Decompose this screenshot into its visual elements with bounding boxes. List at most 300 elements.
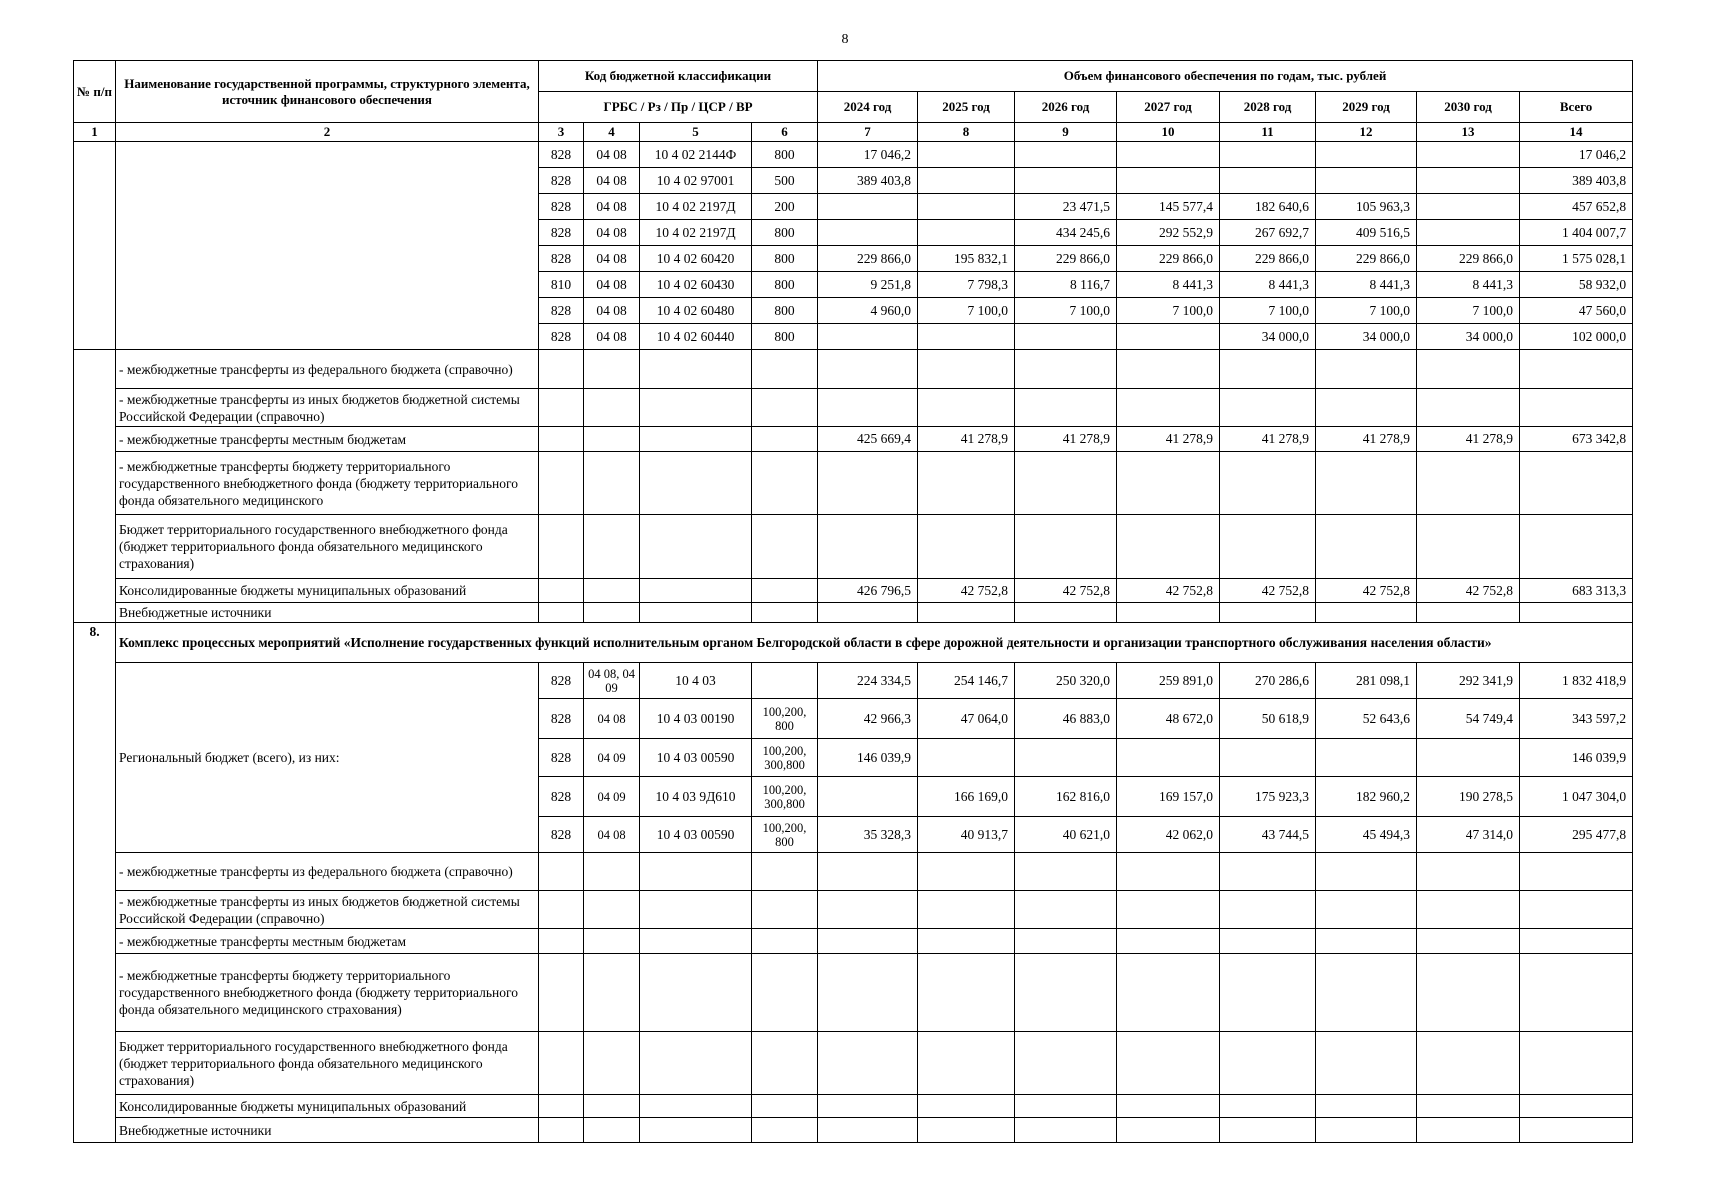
total-cell: 1 575 028,1	[1520, 246, 1633, 272]
value-cell: 42 752,8	[1117, 579, 1220, 603]
empty-cell	[584, 1118, 640, 1143]
empty-cell	[584, 853, 640, 891]
value-cell	[1117, 350, 1220, 389]
total-cell: 1 047 304,0	[1520, 777, 1633, 817]
table-body	[74, 142, 1633, 1143]
rzpr-cell: 04 09	[584, 739, 640, 777]
vr-cell: 100,200, 300,800	[752, 777, 818, 817]
empty-cell	[1117, 929, 1220, 954]
col-number: 4	[584, 123, 640, 142]
grbs-cell: 828	[539, 220, 584, 246]
header-code-sub: ГРБС / Рз / Пр / ЦСР / ВР	[539, 92, 818, 123]
value-cell: 8 441,3	[1316, 272, 1417, 298]
vr-cell: 800	[752, 220, 818, 246]
empty-cell	[584, 427, 640, 452]
value-cell	[1316, 739, 1417, 777]
empty-cell	[539, 515, 584, 579]
value-cell	[1117, 142, 1220, 168]
value-cell: 105 963,3	[1316, 194, 1417, 220]
empty-cell	[918, 853, 1015, 891]
value-cell: 224 334,5	[818, 663, 918, 699]
value-cell: 17 046,2	[818, 142, 918, 168]
value-cell: 42 752,8	[1417, 579, 1520, 603]
empty-cell	[539, 1095, 584, 1118]
value-cell	[1316, 389, 1417, 427]
value-cell	[1117, 324, 1220, 350]
value-cell: 425 669,4	[818, 427, 918, 452]
value-cell: 34 000,0	[1316, 324, 1417, 350]
empty-cell	[539, 603, 584, 623]
value-cell	[818, 777, 918, 817]
vr-cell: 800	[752, 272, 818, 298]
empty-cell	[1220, 853, 1316, 891]
value-cell: 389 403,8	[818, 168, 918, 194]
value-cell: 41 278,9	[1316, 427, 1417, 452]
header-year: 2024 год	[818, 92, 918, 123]
value-cell	[1417, 389, 1520, 427]
header-year: 2029 год	[1316, 92, 1417, 123]
empty-cell	[640, 427, 752, 452]
header-col-no: № п/п	[74, 61, 116, 123]
value-cell: 426 796,5	[818, 579, 918, 603]
value-cell	[918, 324, 1015, 350]
csr-cell: 10 4 03 00190	[640, 699, 752, 739]
value-cell	[918, 603, 1015, 623]
value-cell: 146 039,9	[818, 739, 918, 777]
vr-cell: 800	[752, 142, 818, 168]
empty-cell	[539, 427, 584, 452]
source-label: - межбюджетные трансферты из иных бюджетов бюджетной системы Российской Федерации (справочно)	[116, 891, 539, 929]
empty-cell	[640, 929, 752, 954]
value-cell: 267 692,7	[1220, 220, 1316, 246]
value-cell	[1117, 168, 1220, 194]
value-cell	[1316, 515, 1417, 579]
csr-cell: 10 4 02 60440	[640, 324, 752, 350]
total-cell: 295 477,8	[1520, 817, 1633, 853]
vr-cell: 100,200, 800	[752, 699, 818, 739]
grbs-cell: 828	[539, 777, 584, 817]
value-cell	[918, 142, 1015, 168]
empty-cell	[818, 853, 918, 891]
rzpr-cell: 04 08	[584, 272, 640, 298]
empty-cell	[752, 427, 818, 452]
value-cell	[918, 389, 1015, 427]
vr-cell: 800	[752, 246, 818, 272]
table-row	[74, 1095, 1633, 1118]
empty-cell	[1520, 1095, 1633, 1118]
value-cell	[1015, 389, 1117, 427]
rzpr-cell: 04 08	[584, 220, 640, 246]
value-cell: 4 960,0	[818, 298, 918, 324]
value-cell: 190 278,5	[1417, 777, 1520, 817]
header-year: 2026 год	[1015, 92, 1117, 123]
empty-cell	[539, 891, 584, 929]
value-cell: 166 169,0	[918, 777, 1015, 817]
empty-cell	[1316, 954, 1417, 1032]
row-number-cell	[74, 350, 116, 623]
empty-cell	[1220, 1095, 1316, 1118]
value-cell	[1220, 603, 1316, 623]
total-cell: 58 932,0	[1520, 272, 1633, 298]
total-cell: 1 404 007,7	[1520, 220, 1633, 246]
empty-cell	[1117, 891, 1220, 929]
csr-cell: 10 4 02 60430	[640, 272, 752, 298]
empty-cell	[918, 1095, 1015, 1118]
grbs-cell: 828	[539, 739, 584, 777]
table-row	[74, 389, 1633, 427]
empty-cell	[1417, 891, 1520, 929]
empty-cell	[1316, 929, 1417, 954]
regional-budget-label: Региональный бюджет (всего), из них:	[116, 663, 539, 853]
empty-cell	[1417, 929, 1520, 954]
value-cell: 47 314,0	[1417, 817, 1520, 853]
empty-cell	[584, 891, 640, 929]
value-cell: 50 618,9	[1220, 699, 1316, 739]
value-cell	[1417, 220, 1520, 246]
empty-cell	[752, 954, 818, 1032]
source-label: - межбюджетные трансферты бюджету территориального государственного внебюджетного фонда (бюджету территориального фонда обязательного медицинского страхования)	[116, 954, 539, 1032]
col-number: 10	[1117, 123, 1220, 142]
rzpr-cell: 04 08	[584, 699, 640, 739]
value-cell: 250 320,0	[1015, 663, 1117, 699]
value-cell: 292 341,9	[1417, 663, 1520, 699]
value-cell	[1316, 350, 1417, 389]
value-cell	[1417, 603, 1520, 623]
empty-cell	[1220, 954, 1316, 1032]
value-cell: 434 245,6	[1015, 220, 1117, 246]
empty-cell	[584, 929, 640, 954]
value-cell	[1220, 389, 1316, 427]
value-cell: 42 752,8	[1220, 579, 1316, 603]
empty-cell	[640, 389, 752, 427]
empty-cell	[640, 603, 752, 623]
vr-cell: 100,200, 300,800	[752, 739, 818, 777]
empty-cell	[1520, 929, 1633, 954]
total-cell	[1520, 350, 1633, 389]
empty-cell	[1015, 1032, 1117, 1095]
vr-cell: 800	[752, 298, 818, 324]
empty-cell	[1220, 1118, 1316, 1143]
empty-cell	[1417, 1032, 1520, 1095]
value-cell: 42 966,3	[818, 699, 918, 739]
table-row	[74, 891, 1633, 929]
empty-cell	[539, 929, 584, 954]
col-number: 9	[1015, 123, 1117, 142]
value-cell: 42 752,8	[918, 579, 1015, 603]
value-cell	[918, 452, 1015, 515]
value-cell: 7 100,0	[1417, 298, 1520, 324]
empty-cell	[539, 389, 584, 427]
value-cell: 182 960,2	[1316, 777, 1417, 817]
value-cell: 41 278,9	[1117, 427, 1220, 452]
table-row	[74, 427, 1633, 452]
empty-cell	[1015, 891, 1117, 929]
total-cell	[1520, 515, 1633, 579]
value-cell	[1015, 168, 1117, 194]
empty-cell	[640, 452, 752, 515]
value-cell: 7 100,0	[1316, 298, 1417, 324]
value-cell: 229 866,0	[1417, 246, 1520, 272]
empty-cell	[1520, 1032, 1633, 1095]
vr-cell	[752, 663, 818, 699]
value-cell	[1220, 350, 1316, 389]
total-cell	[1520, 603, 1633, 623]
value-cell: 292 552,9	[1117, 220, 1220, 246]
csr-cell: 10 4 03 00590	[640, 739, 752, 777]
csr-cell: 10 4 02 60420	[640, 246, 752, 272]
total-cell: 146 039,9	[1520, 739, 1633, 777]
header-year: 2027 год	[1117, 92, 1220, 123]
header-year: 2030 год	[1417, 92, 1520, 123]
empty-cell	[539, 350, 584, 389]
source-label: - межбюджетные трансферты из федерального бюджета (справочно)	[116, 350, 539, 389]
source-label: - межбюджетные трансферты из иных бюджетов бюджетной системы Российской Федерации (справочно)	[116, 389, 539, 427]
empty-cell	[539, 579, 584, 603]
csr-cell: 10 4 03 9Д610	[640, 777, 752, 817]
rzpr-cell: 04 08	[584, 817, 640, 853]
value-cell	[818, 452, 918, 515]
empty-cell	[752, 515, 818, 579]
csr-cell: 10 4 02 2144Ф	[640, 142, 752, 168]
col-number: 5	[640, 123, 752, 142]
total-cell: 457 652,8	[1520, 194, 1633, 220]
empty-cell	[818, 891, 918, 929]
empty-cell	[1015, 853, 1117, 891]
value-cell: 7 100,0	[918, 298, 1015, 324]
value-cell: 162 816,0	[1015, 777, 1117, 817]
empty-cell	[752, 389, 818, 427]
value-cell	[1417, 452, 1520, 515]
value-cell: 7 100,0	[1220, 298, 1316, 324]
col-number: 7	[818, 123, 918, 142]
empty-cell	[1117, 1032, 1220, 1095]
value-cell	[1015, 515, 1117, 579]
empty-cell	[539, 853, 584, 891]
empty-cell	[1015, 954, 1117, 1032]
grbs-cell: 828	[539, 298, 584, 324]
empty-cell	[640, 891, 752, 929]
empty-cell	[752, 350, 818, 389]
total-cell: 683 313,3	[1520, 579, 1633, 603]
value-cell	[1015, 603, 1117, 623]
header-total: Всего	[1520, 92, 1633, 123]
empty-cell	[1520, 891, 1633, 929]
empty-cell	[1220, 891, 1316, 929]
value-cell: 8 116,7	[1015, 272, 1117, 298]
col-number: 12	[1316, 123, 1417, 142]
rzpr-cell: 04 08	[584, 194, 640, 220]
page-number: 8	[841, 32, 849, 47]
grbs-cell: 828	[539, 663, 584, 699]
rzpr-cell: 04 08	[584, 142, 640, 168]
csr-cell: 10 4 03	[640, 663, 752, 699]
value-cell	[918, 739, 1015, 777]
value-cell: 46 883,0	[1015, 699, 1117, 739]
value-cell: 229 866,0	[1316, 246, 1417, 272]
empty-cell	[1117, 853, 1220, 891]
value-cell: 195 832,1	[918, 246, 1015, 272]
source-label: Бюджет территориального государственного внебюджетного фонда (бюджет территориального фонда обязательного медицинского страхования)	[116, 515, 539, 579]
grbs-cell: 828	[539, 168, 584, 194]
empty-cell	[584, 350, 640, 389]
empty-cell	[1220, 1032, 1316, 1095]
csr-cell: 10 4 02 2197Д	[640, 220, 752, 246]
value-cell	[1220, 142, 1316, 168]
empty-cell	[584, 1095, 640, 1118]
empty-cell	[752, 579, 818, 603]
table-row	[74, 603, 1633, 623]
value-cell	[1117, 515, 1220, 579]
empty-cell	[752, 929, 818, 954]
grbs-cell: 828	[539, 194, 584, 220]
empty-cell	[918, 954, 1015, 1032]
empty-cell	[818, 1095, 918, 1118]
value-cell	[1015, 324, 1117, 350]
empty-cell	[640, 853, 752, 891]
value-cell	[918, 350, 1015, 389]
value-cell: 23 471,5	[1015, 194, 1117, 220]
value-cell: 42 752,8	[1316, 579, 1417, 603]
value-cell: 40 621,0	[1015, 817, 1117, 853]
row-number-cell	[74, 142, 116, 350]
source-label: Консолидированные бюджеты муниципальных образований	[116, 1095, 539, 1118]
source-label: Бюджет территориального государственного внебюджетного фонда (бюджет территориального фонда обязательного медицинского страхования)	[116, 1032, 539, 1095]
empty-cell	[640, 1095, 752, 1118]
value-cell	[1015, 142, 1117, 168]
rzpr-cell: 04 09	[584, 777, 640, 817]
csr-cell: 10 4 03 00590	[640, 817, 752, 853]
empty-cell	[752, 1032, 818, 1095]
value-cell: 47 064,0	[918, 699, 1015, 739]
empty-cell	[640, 579, 752, 603]
empty-cell	[640, 515, 752, 579]
rzpr-cell: 04 08, 04 09	[584, 663, 640, 699]
value-cell: 42 062,0	[1117, 817, 1220, 853]
empty-cell	[584, 1032, 640, 1095]
empty-cell	[752, 603, 818, 623]
value-cell	[818, 515, 918, 579]
total-cell: 47 560,0	[1520, 298, 1633, 324]
value-cell: 229 866,0	[818, 246, 918, 272]
value-cell	[1417, 739, 1520, 777]
budget-table	[73, 60, 1633, 1143]
total-cell: 17 046,2	[1520, 142, 1633, 168]
value-cell	[1015, 739, 1117, 777]
grbs-cell: 828	[539, 817, 584, 853]
table-row	[74, 1032, 1633, 1095]
empty-cell	[1220, 929, 1316, 954]
empty-cell	[918, 891, 1015, 929]
value-cell	[818, 324, 918, 350]
empty-cell	[918, 1118, 1015, 1143]
empty-cell	[640, 350, 752, 389]
vr-cell: 800	[752, 324, 818, 350]
empty-cell	[752, 452, 818, 515]
value-cell: 34 000,0	[1220, 324, 1316, 350]
empty-cell	[584, 452, 640, 515]
empty-cell	[818, 1118, 918, 1143]
table-row	[74, 515, 1633, 579]
col-number: 11	[1220, 123, 1316, 142]
value-cell	[1316, 168, 1417, 194]
value-cell	[918, 168, 1015, 194]
table-row	[74, 853, 1633, 891]
total-cell: 389 403,8	[1520, 168, 1633, 194]
value-cell: 42 752,8	[1015, 579, 1117, 603]
grbs-cell: 828	[539, 142, 584, 168]
empty-cell	[752, 1095, 818, 1118]
value-cell	[1117, 603, 1220, 623]
value-cell	[1417, 350, 1520, 389]
source-label: Внебюджетные источники	[116, 1118, 539, 1143]
value-cell: 409 516,5	[1316, 220, 1417, 246]
empty-cell	[1316, 1118, 1417, 1143]
value-cell	[818, 194, 918, 220]
grbs-cell: 828	[539, 246, 584, 272]
table-row	[74, 1118, 1633, 1143]
table-row	[74, 929, 1633, 954]
empty-cell	[752, 853, 818, 891]
value-cell: 145 577,4	[1117, 194, 1220, 220]
empty-cell	[1015, 929, 1117, 954]
empty-cell	[918, 1032, 1015, 1095]
csr-cell: 10 4 02 97001	[640, 168, 752, 194]
table-row	[74, 579, 1633, 603]
empty-cell	[1520, 1118, 1633, 1143]
empty-cell	[818, 929, 918, 954]
value-cell: 45 494,3	[1316, 817, 1417, 853]
vr-cell: 500	[752, 168, 818, 194]
empty-cell	[1117, 1118, 1220, 1143]
table-row	[74, 954, 1633, 1032]
value-cell: 41 278,9	[1220, 427, 1316, 452]
empty-cell	[1520, 853, 1633, 891]
empty-cell	[584, 515, 640, 579]
col-number: 14	[1520, 123, 1633, 142]
total-cell: 673 342,8	[1520, 427, 1633, 452]
empty-cell	[818, 1032, 918, 1095]
empty-cell	[539, 452, 584, 515]
value-cell	[1316, 142, 1417, 168]
empty-cell	[1417, 1118, 1520, 1143]
total-cell: 102 000,0	[1520, 324, 1633, 350]
empty-cell	[818, 954, 918, 1032]
empty-cell	[1520, 954, 1633, 1032]
value-cell: 7 100,0	[1117, 298, 1220, 324]
value-cell: 229 866,0	[1117, 246, 1220, 272]
grbs-cell: 810	[539, 272, 584, 298]
col-number: 2	[116, 123, 539, 142]
row-name-cell	[116, 142, 539, 350]
value-cell: 48 672,0	[1117, 699, 1220, 739]
value-cell	[918, 220, 1015, 246]
empty-cell	[584, 579, 640, 603]
empty-cell	[1417, 853, 1520, 891]
table-row	[74, 142, 1633, 168]
empty-cell	[752, 1118, 818, 1143]
empty-cell	[640, 1118, 752, 1143]
value-cell: 43 744,5	[1220, 817, 1316, 853]
csr-cell: 10 4 02 60480	[640, 298, 752, 324]
value-cell: 40 913,7	[918, 817, 1015, 853]
value-cell: 41 278,9	[1417, 427, 1520, 452]
vr-cell: 200	[752, 194, 818, 220]
value-cell	[1316, 452, 1417, 515]
value-cell: 270 286,6	[1220, 663, 1316, 699]
value-cell	[1417, 168, 1520, 194]
value-cell	[1220, 452, 1316, 515]
value-cell: 259 891,0	[1117, 663, 1220, 699]
